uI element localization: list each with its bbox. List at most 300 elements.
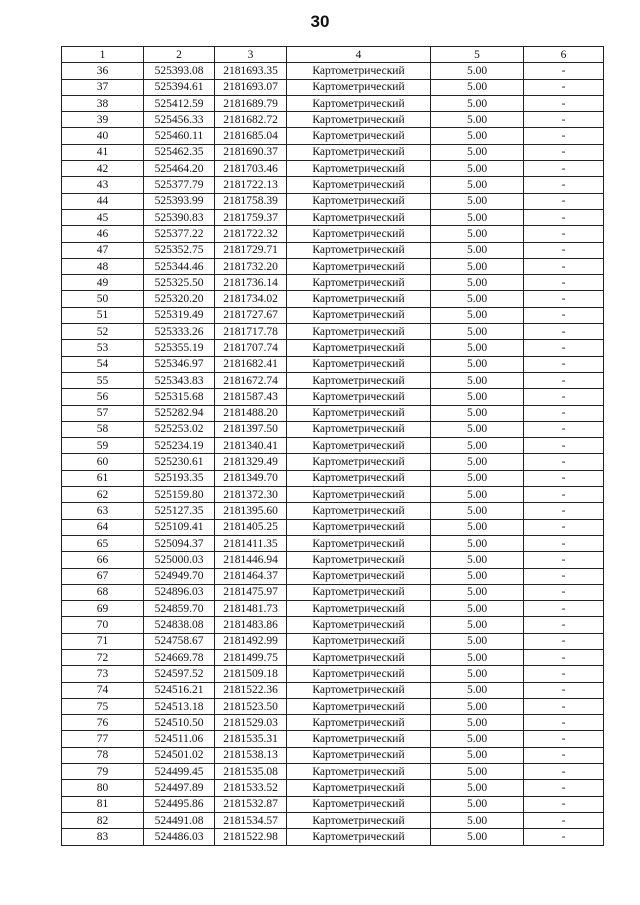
point-number-cell: 78 [62, 747, 144, 763]
y-coordinate-cell: 2181736.14 [215, 275, 287, 291]
accuracy-cell: 5.00 [431, 307, 524, 323]
x-coordinate-cell: 525393.08 [144, 63, 215, 79]
note-cell: - [524, 698, 604, 714]
method-cell: Картометрический [287, 698, 431, 714]
y-coordinate-cell: 2181685.04 [215, 128, 287, 144]
column-header: 2 [144, 47, 215, 63]
accuracy-cell: 5.00 [431, 454, 524, 470]
accuracy-cell: 5.00 [431, 405, 524, 421]
note-cell: - [524, 226, 604, 242]
accuracy-cell: 5.00 [431, 63, 524, 79]
y-coordinate-cell: 2181522.36 [215, 682, 287, 698]
y-coordinate-cell: 2181758.39 [215, 193, 287, 209]
accuracy-cell: 5.00 [431, 666, 524, 682]
y-coordinate-cell: 2181722.13 [215, 177, 287, 193]
method-cell: Картометрический [287, 372, 431, 388]
method-cell: Картометрический [287, 617, 431, 633]
point-number-cell: 53 [62, 340, 144, 356]
method-cell: Картометрический [287, 291, 431, 307]
note-cell: - [524, 95, 604, 111]
note-cell: - [524, 258, 604, 274]
x-coordinate-cell: 525325.50 [144, 275, 215, 291]
note-cell: - [524, 291, 604, 307]
point-number-cell: 41 [62, 144, 144, 160]
y-coordinate-cell: 2181340.41 [215, 438, 287, 454]
point-number-cell: 81 [62, 796, 144, 812]
y-coordinate-cell: 2181522.98 [215, 829, 287, 845]
y-coordinate-cell: 2181523.50 [215, 698, 287, 714]
y-coordinate-cell: 2181395.60 [215, 503, 287, 519]
table-row [62, 454, 604, 470]
note-cell: - [524, 796, 604, 812]
method-cell: Картометрический [287, 503, 431, 519]
method-cell: Картометрический [287, 487, 431, 503]
accuracy-cell: 5.00 [431, 552, 524, 568]
y-coordinate-cell: 2181717.78 [215, 324, 287, 340]
table-row [62, 601, 604, 617]
point-number-cell: 65 [62, 535, 144, 551]
point-number-cell: 77 [62, 731, 144, 747]
y-coordinate-cell: 2181475.97 [215, 584, 287, 600]
table-body [62, 63, 604, 845]
method-cell: Картометрический [287, 584, 431, 600]
point-number-cell: 43 [62, 177, 144, 193]
y-coordinate-cell: 2181533.52 [215, 780, 287, 796]
point-number-cell: 80 [62, 780, 144, 796]
table-row [62, 682, 604, 698]
note-cell: - [524, 389, 604, 405]
table-row [62, 584, 604, 600]
x-coordinate-cell: 524758.67 [144, 633, 215, 649]
table-row [62, 796, 604, 812]
point-number-cell: 74 [62, 682, 144, 698]
accuracy-cell: 5.00 [431, 633, 524, 649]
x-coordinate-cell: 525319.49 [144, 307, 215, 323]
table-row [62, 291, 604, 307]
accuracy-cell: 5.00 [431, 682, 524, 698]
table-row [62, 503, 604, 519]
method-cell: Картометрический [287, 649, 431, 665]
y-coordinate-cell: 2181397.50 [215, 421, 287, 437]
accuracy-cell: 5.00 [431, 487, 524, 503]
table-row [62, 617, 604, 633]
method-cell: Картометрический [287, 552, 431, 568]
point-number-cell: 61 [62, 470, 144, 486]
note-cell: - [524, 780, 604, 796]
y-coordinate-cell: 2181535.08 [215, 764, 287, 780]
x-coordinate-cell: 524501.02 [144, 747, 215, 763]
note-cell: - [524, 552, 604, 568]
accuracy-cell: 5.00 [431, 340, 524, 356]
x-coordinate-cell: 525109.41 [144, 519, 215, 535]
table-row [62, 812, 604, 828]
y-coordinate-cell: 2181722.32 [215, 226, 287, 242]
note-cell: - [524, 470, 604, 486]
note-cell: - [524, 812, 604, 828]
point-number-cell: 68 [62, 584, 144, 600]
method-cell: Картометрический [287, 128, 431, 144]
x-coordinate-cell: 525127.35 [144, 503, 215, 519]
point-number-cell: 66 [62, 552, 144, 568]
method-cell: Картометрический [287, 812, 431, 828]
table-row [62, 649, 604, 665]
note-cell: - [524, 161, 604, 177]
y-coordinate-cell: 2181534.57 [215, 812, 287, 828]
table-row [62, 275, 604, 291]
point-number-cell: 51 [62, 307, 144, 323]
note-cell: - [524, 584, 604, 600]
note-cell: - [524, 405, 604, 421]
method-cell: Картометрический [287, 177, 431, 193]
note-cell: - [524, 731, 604, 747]
note-cell: - [524, 128, 604, 144]
point-number-cell: 50 [62, 291, 144, 307]
table-row [62, 715, 604, 731]
table-row [62, 698, 604, 714]
table-row [62, 79, 604, 95]
point-number-cell: 44 [62, 193, 144, 209]
method-cell: Картометрический [287, 79, 431, 95]
method-cell: Картометрический [287, 764, 431, 780]
point-number-cell: 59 [62, 438, 144, 454]
note-cell: - [524, 421, 604, 437]
x-coordinate-cell: 525344.46 [144, 258, 215, 274]
note-cell: - [524, 617, 604, 633]
point-number-cell: 63 [62, 503, 144, 519]
y-coordinate-cell: 2181759.37 [215, 209, 287, 225]
method-cell: Картометрический [287, 112, 431, 128]
x-coordinate-cell: 525333.26 [144, 324, 215, 340]
y-coordinate-cell: 2181483.86 [215, 617, 287, 633]
y-coordinate-cell: 2181682.72 [215, 112, 287, 128]
x-coordinate-cell: 525193.35 [144, 470, 215, 486]
method-cell: Картометрический [287, 519, 431, 535]
column-header: 4 [287, 47, 431, 63]
accuracy-cell: 5.00 [431, 193, 524, 209]
y-coordinate-cell: 2181329.49 [215, 454, 287, 470]
method-cell: Картометрический [287, 438, 431, 454]
note-cell: - [524, 666, 604, 682]
y-coordinate-cell: 2181488.20 [215, 405, 287, 421]
point-number-cell: 69 [62, 601, 144, 617]
method-cell: Картометрический [287, 780, 431, 796]
y-coordinate-cell: 2181535.31 [215, 731, 287, 747]
accuracy-cell: 5.00 [431, 829, 524, 845]
table-row [62, 405, 604, 421]
x-coordinate-cell: 525000.03 [144, 552, 215, 568]
x-coordinate-cell: 525456.33 [144, 112, 215, 128]
x-coordinate-cell: 525094.37 [144, 535, 215, 551]
method-cell: Картометрический [287, 601, 431, 617]
method-cell: Картометрический [287, 307, 431, 323]
x-coordinate-cell: 525412.59 [144, 95, 215, 111]
y-coordinate-cell: 2181349.70 [215, 470, 287, 486]
note-cell: - [524, 112, 604, 128]
x-coordinate-cell: 524510.50 [144, 715, 215, 731]
coordinates-table [61, 46, 604, 846]
column-header: 6 [524, 47, 604, 63]
y-coordinate-cell: 2181587.43 [215, 389, 287, 405]
table-row [62, 144, 604, 160]
x-coordinate-cell: 525462.35 [144, 144, 215, 160]
accuracy-cell: 5.00 [431, 470, 524, 486]
table-row [62, 421, 604, 437]
note-cell: - [524, 829, 604, 845]
method-cell: Картометрический [287, 324, 431, 340]
accuracy-cell: 5.00 [431, 519, 524, 535]
x-coordinate-cell: 524838.08 [144, 617, 215, 633]
x-coordinate-cell: 524499.45 [144, 764, 215, 780]
point-number-cell: 57 [62, 405, 144, 421]
method-cell: Картометрический [287, 535, 431, 551]
point-number-cell: 73 [62, 666, 144, 682]
table-header-row [62, 47, 604, 63]
table-row [62, 356, 604, 372]
note-cell: - [524, 454, 604, 470]
point-number-cell: 70 [62, 617, 144, 633]
table-row [62, 747, 604, 763]
point-number-cell: 37 [62, 79, 144, 95]
accuracy-cell: 5.00 [431, 812, 524, 828]
table-row [62, 487, 604, 503]
x-coordinate-cell: 524495.86 [144, 796, 215, 812]
y-coordinate-cell: 2181464.37 [215, 568, 287, 584]
note-cell: - [524, 372, 604, 388]
accuracy-cell: 5.00 [431, 242, 524, 258]
x-coordinate-cell: 524486.03 [144, 829, 215, 845]
accuracy-cell: 5.00 [431, 617, 524, 633]
x-coordinate-cell: 525234.19 [144, 438, 215, 454]
note-cell: - [524, 535, 604, 551]
accuracy-cell: 5.00 [431, 112, 524, 128]
x-coordinate-cell: 525159.80 [144, 487, 215, 503]
accuracy-cell: 5.00 [431, 731, 524, 747]
accuracy-cell: 5.00 [431, 601, 524, 617]
x-coordinate-cell: 524497.89 [144, 780, 215, 796]
x-coordinate-cell: 525352.75 [144, 242, 215, 258]
method-cell: Картометрический [287, 715, 431, 731]
table-row [62, 470, 604, 486]
note-cell: - [524, 438, 604, 454]
point-number-cell: 46 [62, 226, 144, 242]
y-coordinate-cell: 2181734.02 [215, 291, 287, 307]
page-number: 30 [310, 12, 330, 31]
note-cell: - [524, 209, 604, 225]
note-cell: - [524, 715, 604, 731]
point-number-cell: 52 [62, 324, 144, 340]
table-row [62, 633, 604, 649]
note-cell: - [524, 324, 604, 340]
table-row [62, 780, 604, 796]
point-number-cell: 38 [62, 95, 144, 111]
table-row [62, 258, 604, 274]
x-coordinate-cell: 524669.78 [144, 649, 215, 665]
table-row [62, 193, 604, 209]
table-row [62, 438, 604, 454]
table-row [62, 568, 604, 584]
x-coordinate-cell: 525282.94 [144, 405, 215, 421]
table-row [62, 666, 604, 682]
table-row [62, 535, 604, 551]
accuracy-cell: 5.00 [431, 128, 524, 144]
table-row [62, 340, 604, 356]
x-coordinate-cell: 524859.70 [144, 601, 215, 617]
note-cell: - [524, 63, 604, 79]
y-coordinate-cell: 2181729.71 [215, 242, 287, 258]
x-coordinate-cell: 525315.68 [144, 389, 215, 405]
accuracy-cell: 5.00 [431, 79, 524, 95]
x-coordinate-cell: 525230.61 [144, 454, 215, 470]
table-row [62, 112, 604, 128]
y-coordinate-cell: 2181509.18 [215, 666, 287, 682]
accuracy-cell: 5.00 [431, 275, 524, 291]
accuracy-cell: 5.00 [431, 796, 524, 812]
method-cell: Картометрический [287, 568, 431, 584]
table-row [62, 242, 604, 258]
accuracy-cell: 5.00 [431, 584, 524, 600]
table-row [62, 161, 604, 177]
point-number-cell: 47 [62, 242, 144, 258]
x-coordinate-cell: 524597.52 [144, 666, 215, 682]
accuracy-cell: 5.00 [431, 503, 524, 519]
accuracy-cell: 5.00 [431, 780, 524, 796]
method-cell: Картометрический [287, 470, 431, 486]
table-row [62, 731, 604, 747]
y-coordinate-cell: 2181732.20 [215, 258, 287, 274]
point-number-cell: 49 [62, 275, 144, 291]
table-row [62, 764, 604, 780]
note-cell: - [524, 307, 604, 323]
table-row [62, 552, 604, 568]
method-cell: Картометрический [287, 193, 431, 209]
accuracy-cell: 5.00 [431, 177, 524, 193]
y-coordinate-cell: 2181693.35 [215, 63, 287, 79]
method-cell: Картометрический [287, 829, 431, 845]
note-cell: - [524, 649, 604, 665]
x-coordinate-cell: 525460.11 [144, 128, 215, 144]
note-cell: - [524, 144, 604, 160]
y-coordinate-cell: 2181411.35 [215, 535, 287, 551]
table-row [62, 63, 604, 79]
y-coordinate-cell: 2181405.25 [215, 519, 287, 535]
column-header: 3 [215, 47, 287, 63]
note-cell: - [524, 682, 604, 698]
accuracy-cell: 5.00 [431, 209, 524, 225]
accuracy-cell: 5.00 [431, 372, 524, 388]
x-coordinate-cell: 525393.99 [144, 193, 215, 209]
note-cell: - [524, 356, 604, 372]
table-row [62, 324, 604, 340]
method-cell: Картометрический [287, 405, 431, 421]
point-number-cell: 75 [62, 698, 144, 714]
y-coordinate-cell: 2181690.37 [215, 144, 287, 160]
note-cell: - [524, 340, 604, 356]
y-coordinate-cell: 2181372.30 [215, 487, 287, 503]
x-coordinate-cell: 525320.20 [144, 291, 215, 307]
method-cell: Картометрический [287, 209, 431, 225]
accuracy-cell: 5.00 [431, 324, 524, 340]
note-cell: - [524, 242, 604, 258]
accuracy-cell: 5.00 [431, 764, 524, 780]
y-coordinate-cell: 2181529.03 [215, 715, 287, 731]
method-cell: Картометрический [287, 275, 431, 291]
x-coordinate-cell: 524896.03 [144, 584, 215, 600]
x-coordinate-cell: 525377.22 [144, 226, 215, 242]
table-row [62, 128, 604, 144]
method-cell: Картометрический [287, 144, 431, 160]
method-cell: Картометрический [287, 796, 431, 812]
accuracy-cell: 5.00 [431, 747, 524, 763]
point-number-cell: 45 [62, 209, 144, 225]
point-number-cell: 64 [62, 519, 144, 535]
y-coordinate-cell: 2181689.79 [215, 95, 287, 111]
point-number-cell: 58 [62, 421, 144, 437]
method-cell: Картометрический [287, 356, 431, 372]
point-number-cell: 72 [62, 649, 144, 665]
note-cell: - [524, 601, 604, 617]
point-number-cell: 55 [62, 372, 144, 388]
y-coordinate-cell: 2181538.13 [215, 747, 287, 763]
x-coordinate-cell: 524491.08 [144, 812, 215, 828]
accuracy-cell: 5.00 [431, 356, 524, 372]
point-number-cell: 67 [62, 568, 144, 584]
accuracy-cell: 5.00 [431, 438, 524, 454]
table-row [62, 307, 604, 323]
method-cell: Картометрический [287, 747, 431, 763]
x-coordinate-cell: 525343.83 [144, 372, 215, 388]
accuracy-cell: 5.00 [431, 535, 524, 551]
method-cell: Картометрический [287, 340, 431, 356]
note-cell: - [524, 177, 604, 193]
point-number-cell: 56 [62, 389, 144, 405]
method-cell: Картометрический [287, 161, 431, 177]
note-cell: - [524, 193, 604, 209]
accuracy-cell: 5.00 [431, 715, 524, 731]
accuracy-cell: 5.00 [431, 226, 524, 242]
table-row [62, 226, 604, 242]
point-number-cell: 71 [62, 633, 144, 649]
point-number-cell: 82 [62, 812, 144, 828]
x-coordinate-cell: 525394.61 [144, 79, 215, 95]
method-cell: Картометрический [287, 421, 431, 437]
y-coordinate-cell: 2181727.67 [215, 307, 287, 323]
point-number-cell: 62 [62, 487, 144, 503]
note-cell: - [524, 503, 604, 519]
method-cell: Картометрический [287, 63, 431, 79]
y-coordinate-cell: 2181532.87 [215, 796, 287, 812]
point-number-cell: 40 [62, 128, 144, 144]
accuracy-cell: 5.00 [431, 258, 524, 274]
accuracy-cell: 5.00 [431, 144, 524, 160]
method-cell: Картометрический [287, 258, 431, 274]
point-number-cell: 48 [62, 258, 144, 274]
accuracy-cell: 5.00 [431, 291, 524, 307]
table-row [62, 95, 604, 111]
x-coordinate-cell: 524516.21 [144, 682, 215, 698]
point-number-cell: 60 [62, 454, 144, 470]
x-coordinate-cell: 524513.18 [144, 698, 215, 714]
y-coordinate-cell: 2181703.46 [215, 161, 287, 177]
accuracy-cell: 5.00 [431, 568, 524, 584]
accuracy-cell: 5.00 [431, 698, 524, 714]
point-number-cell: 36 [62, 63, 144, 79]
method-cell: Картометрический [287, 731, 431, 747]
table-row [62, 372, 604, 388]
note-cell: - [524, 633, 604, 649]
x-coordinate-cell: 524949.70 [144, 568, 215, 584]
method-cell: Картометрический [287, 95, 431, 111]
table-row [62, 177, 604, 193]
